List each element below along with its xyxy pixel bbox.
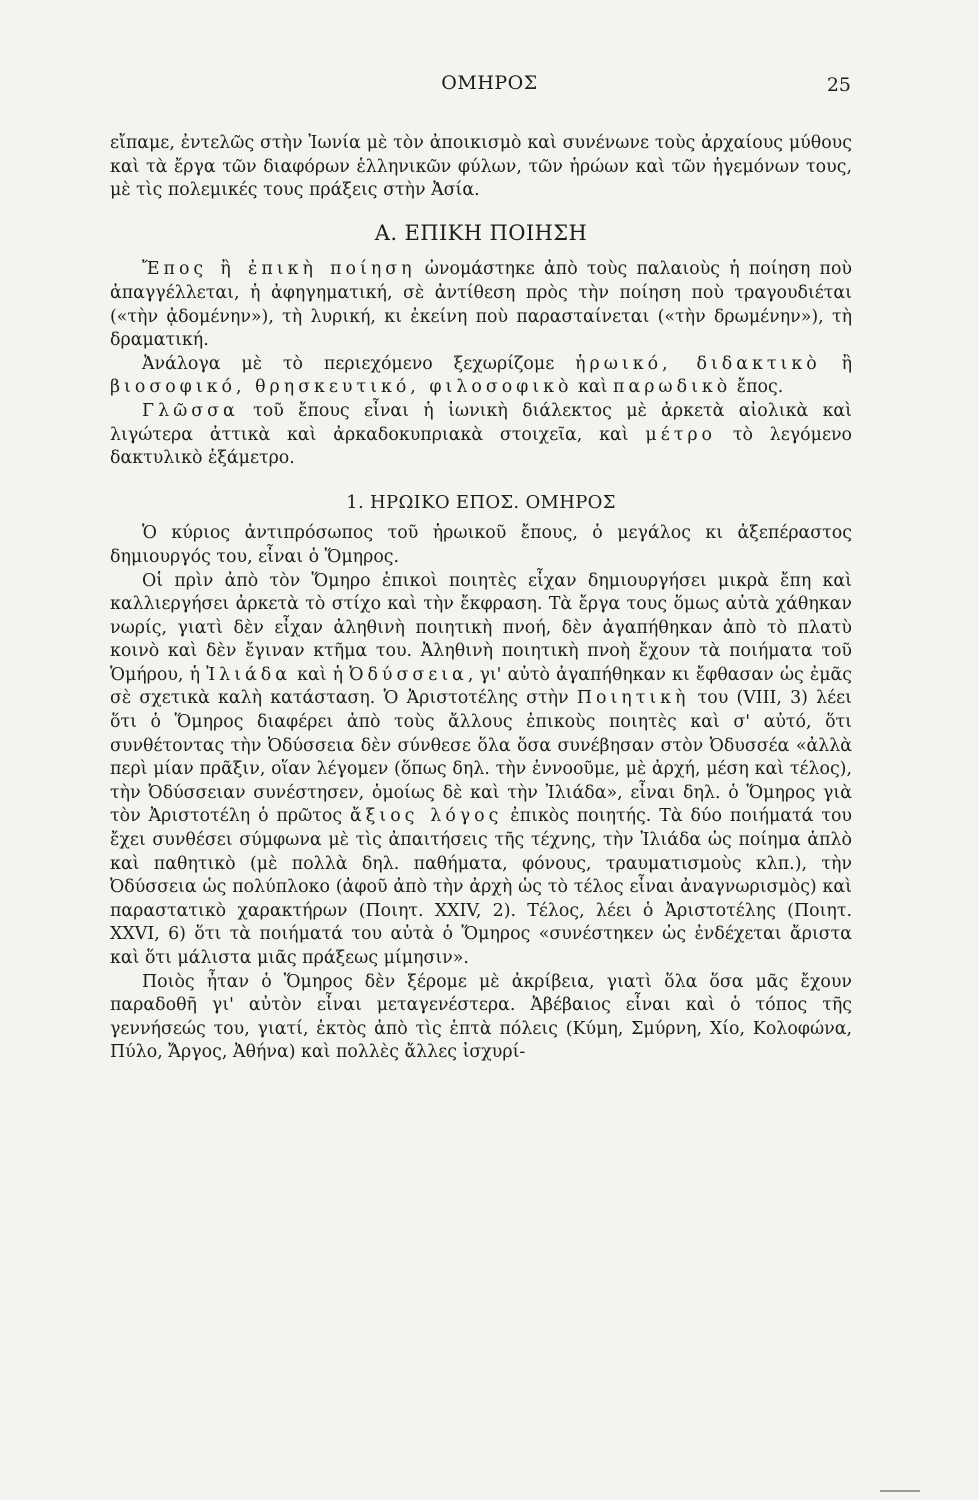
running-head [0,70,979,100]
paragraph-epic-types [110,353,852,400]
paragraph-homer-intro: Ὁ κύριος ἀντιπρόσωπος τοῦ ἡρωικοῦ ἔπους, ὁ μεγάλος κι ἀξεπέραστος δημιουργός του, εἶναι ὁ Ὅμηρος. [110,523,852,567]
paragraph-homer-origin: Ποιὸς ἦταν ὁ Ὅμηρος δὲν ξέρομε μὲ ἀκρίβεια, γιατὶ ὅλα ὅσα μᾶς ἔχουν παραδοθῆ γι' αὐτὸν εἶναι μεταγενέστερα. Ἀβέβαιος εἶναι καὶ ὁ τόπος τῆς γεννήσεώς του, γιατί, ἐκτὸς ἀπὸ τὶς ἑπτὰ πόλεις (Κύμη, Σμύρνη, Χίο, Κολοφώνα, Πύλο, Ἄργος, Ἀθήνα) καὶ πολλὲς ἄλλες ἰσχυρί- [110,971,852,1063]
running-title: ΟΜΗΡΟΣ [441,72,538,94]
section-heading-epic-poetry: Α. ΕΠΙΚΗ ΠΟΙΗΣΗ [374,220,588,245]
bottom-rule [880,1490,920,1492]
paragraph-text: Οἱ πρὶν ἀπὸ τὸν Ὅμηρο ἐπικοὶ ποιητὲς εἶχαν δημιουργήσει μικρὰ ἔπη καὶ καλλιεργήσει ἀρκετὰ τὸ στίχο καὶ τὴν ἔκφραση. Τὰ ἔργα τους ὅμως αὐτὰ χάθηκαν νωρίς, γιατὶ δὲν εἶχαν ἀληθινὴ ποιητικὴ πνοή, δὲν ἀγαπήθηκαν ἀπὸ τὸ πλατὺ κοινὸ καὶ δὲν ἔγιναν κτῆμα του. Ἀληθινὴ ποιητικὴ πνοὴ ἔχουν τὰ ποιήματα τοῦ Ὁμήρου, ἡ [110,570,852,685]
spaced-term: Ποιητικὴ [576,688,690,709]
main-text [110,132,852,1065]
spaced-term: ἡρωικό, διδακτικὸ [575,353,821,374]
spaced-term: Ἰλιάδα [206,664,291,685]
spaced-term: ἄξιος λόγος [350,806,503,827]
paragraph-epic-language [110,400,852,471]
spaced-term: μέτρο [645,424,717,445]
spaced-term: Γλῶσσα [142,400,239,421]
paragraph-text: Ἀνάλογα μὲ τὸ περιεχόμενο ξεχωρίζομε [142,353,576,374]
paragraph-text: καὶ [572,377,614,398]
paragraph-homer-works [110,570,852,971]
paragraph-epic-definition [110,258,852,352]
paragraph-text: τὸ λεγόμενο δακτυλικὸ ἑξάμετρο. [110,424,852,469]
page-number: 25 [826,74,851,96]
paragraph-text: ὠνομάστηκε ἀπὸ τοὺς παλαιοὺς ἡ ποίηση ποὺ ἀπαγγέλλεται, ἡ ἀφηγηματική, σὲ ἀντίθεση πρὸς τὴν ποίηση ποὺ τραγουδιέται («τὴν ᾀδομένην»), τὴ λυρική, κι ἐκείνη ποὺ παρασταίνεται («τὴν δρωμένην»), τὴ δραματική. [110,259,852,351]
paragraph-text: ἔπος. [731,377,784,398]
subsection-heading-homer: 1. ΗΡΩΙΚΟ ΕΠΟΣ. ΟΜΗΡΟΣ [346,491,616,513]
paragraph-text: ἢ [820,353,852,374]
spaced-term: Ὀδύσσεια [349,664,468,685]
spaced-term: βιοσοφικό, θρησκευτικό, φιλοσοφικὸ [110,377,573,398]
paragraph-text: καὶ ἡ [290,664,350,685]
paragraph-text: του (VIII, 3) λέει ὅτι ὁ Ὅμηρος διαφέρει ἀπὸ τοὺς ἄλλους ἐπικοὺς ποιητὲς καὶ σ' αὐτό, ὅτι συνθέτοντας τὴν Ὀδύσσεια δὲν σύνθεσε ὅλα ὅσα συνέβησαν στὸν Ὀδυσσέα «ἀλλὰ περὶ μίαν πρᾶξιν, οἵαν λέγομεν (ὅπως δηλ. τὴν ἐννοοῦμε, μὲ ἀρχή, μέση καὶ τέλος), τὴν Ὀδύσσειαν συνέστησεν, ὁμοίως δὲ καὶ τὴν Ἰλιάδα», εἶναι δηλ. ὁ Ὅμηρος γιὰ τὸν Ἀριστοτέλη ὁ πρῶτος [110,688,853,827]
paragraph-text: , γι' αὐτὸ ἀγαπήθηκαν κι ἔφθασαν ὡς ἐμᾶς σὲ σχετικὰ καλὴ κατάσταση. Ὁ Ἀριστοτέλης στὴν [110,664,852,709]
paragraph-text: τοῦ ἔπους εἶναι ἡ ἰωνικὴ διάλεκτος μὲ ἀρκετὰ αἰολικὰ καὶ λιγώτερα ἀττικὰ καὶ ἀρκαδοκυπριακὰ στοιχεῖα, καὶ [110,400,852,445]
spaced-term: Ἔπος ἢ ἐπικὴ ποίηση [142,259,416,280]
paragraph-continuation: εἴπαμε, ἐντελῶς στὴν Ἰωνία μὲ τὸν ἀποικισμὸ καὶ συνένωνε τοὺς ἀρχαίους μύθους καὶ τὰ ἔργα τῶν διαφόρων ἑλληνικῶν φύλων, τῶν ἡρώων καὶ τῶν ἡγεμόνων τους, μὲ τὶς πολεμικές τους πράξεις στὴν Ἀσία. [110,133,852,201]
paragraph-text: ἐπικὸς ποιητής. Τὰ δύο ποιήματά του ἔχει συνθέσει σύμφωνα μὲ τὶς ἀπαιτήσεις τῆς τέχνης, τὴν Ἰλιάδα ὡς ποίημα ἁπλὸ καὶ παθητικὸ (μὲ πολλὰ δηλ. παθήματα, φόνους, τραυματισμοὺς κλπ.), τὴν Ὀδύσσεια ὡς πολύπλοκο (ἀφοῦ ἀπὸ τὴν ἀρχὴ ὡς τὸ τέλος εἶναι ἀναγνωρισμὸς) καὶ παραστατικὸ χαρακτήρων (Ποιητ. XXIV, 2). Τέλος, λέει ὁ Ἀριστοτέλης (Ποιητ. XXVI, 6) ὅτι τὰ ποιήματά του αὐτὰ ὁ Ὅμηρος «συνέστηκεν ὡς ἐνδέχεται ἄριστα καὶ ὅτι μάλιστα μιᾶς πράξεως μίμησιν». [110,806,852,968]
spaced-term: παρωδικὸ [613,377,732,398]
